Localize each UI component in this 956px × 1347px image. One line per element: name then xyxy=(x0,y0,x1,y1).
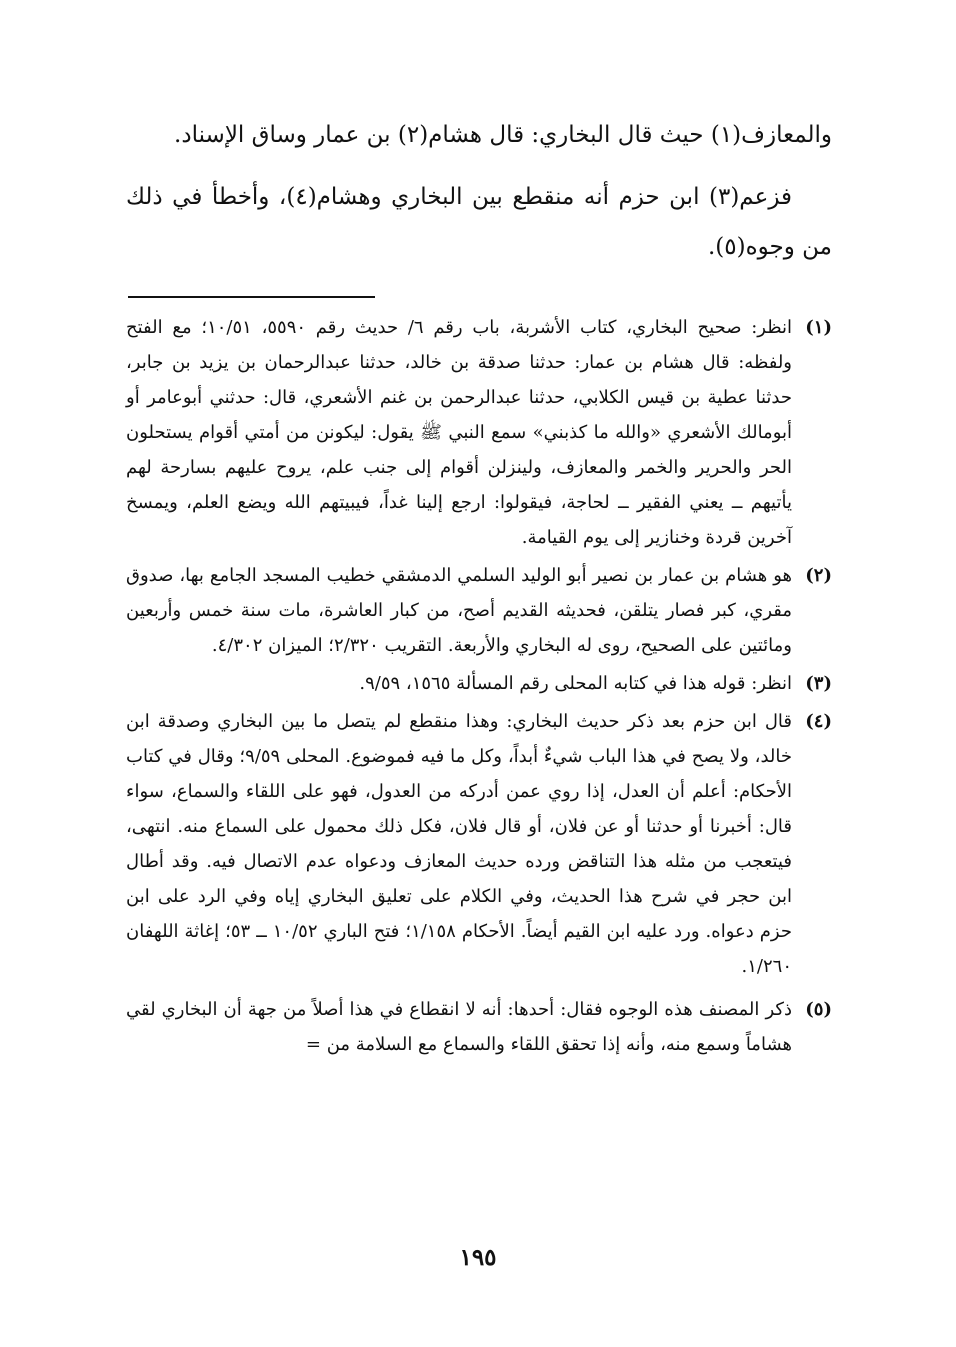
footnote-number: (٣) xyxy=(805,673,832,694)
footnote-text: انظر: قوله هذا في كتابه المحلى رقم المسألة ١٥٦٥، ٩/٥٩. xyxy=(359,673,792,694)
footnote-text: قال ابن حزم بعد ذكر حديث البخاري: وهذا منقطع لم يتصل ما بين البخاري وصدقة ابن خالد، ولا يصح في هذا الباب شيءٌ أبداً، وكل ما فيه فموضوع. المحلى ٩/٥٩؛ وقال في كتاب الأحكام: أعلم أن العدل، إذا روي عمن أدركه من العدول، فهو على اللقاء والسماع، سواء قال: أخبرنا أو حدثنا أو عن فلان، أو قال فلان، فكل ذلك محمول على السماع منه. انتهى، فيتعجب من مثله هذا التناقض ورده حديث المعازف ودعواه عدم الاتصال فيه. وقد أطال ابن حجر في شرح هذا الحديث، وفي الكلام على تعليق البخاري إياه وفي الرد على ابن حزم دعواه. ورد عليه ابن القيم أيضاً. الأحكام ١/١٥٨؛ فتح الباري ١٠/٥٢ ــ ٥٣؛ إغاثة اللهفان ١/٢٦٠. xyxy=(126,711,792,977)
main-text xyxy=(126,110,832,284)
footnote-number: (٤) xyxy=(805,711,832,732)
main-paragraph-2: فزعم(٣) ابن حزم أنه منقطع بين البخاري وهشام(٤)، وأخطأ في ذلك من وجوه(٥). xyxy=(126,184,832,260)
footnote-5 xyxy=(126,992,832,1062)
footnote-1 xyxy=(126,310,832,555)
footnote-number: (٢) xyxy=(805,565,832,586)
footnote-number: (١) xyxy=(805,317,832,338)
footnote-text: انظر: صحيح البخاري، كتاب الأشربة، باب رقم ٦/ حديث رقم ٥٥٩٠، ١٠/٥١؛ مع الفتح ولفظه: قال هشام بن عمار: حدثنا صدقة بن خالد، حدثنا عبدالرحمان بن يزيد بن جابر، حدثنا عطية بن قيس الكلابي، حدثنا عبدالرحمن بن غنم الأشعري، قال: حدثني أبوعامر أو أبومالك الأشعري «والله ما كذبني» سمع النبي ﷺ يقول: ليكونن من أمتي أقوام يستحلون الحر والحرير والخمر والمعازف، ولينزلن أقوام إلى جنب علم، يروح عليهم بسارحة لهم يأتيهم ــ يعني الفقير ــ لحاجة، فيقولوا: ارجع إلينا غداً، فيبيتهم الله ويضع العلم، ويمسخ آخرين قردة وخنازير إلى يوم القيامة. xyxy=(126,317,793,548)
footnote-separator xyxy=(128,296,375,298)
footnote-2 xyxy=(126,558,832,663)
footnote-number: (٥) xyxy=(805,999,832,1020)
page-number: ١٩٥ xyxy=(459,1244,497,1271)
footnote-text: هو هشام بن عمار بن نصير أبو الوليد السلمي الدمشقي خطيب المسجد الجامع بها، صدوق مقري، كبر فصار يتلقن، فحديثه القديم أصح، من كبار العاشرة، مات سنة خمس وأربعين ومائتين على الصحيح، روى له البخاري والأربعة. التقريب ٢/٣٢٠؛ الميزان ٤/٣٠٢. xyxy=(126,565,792,656)
footnote-4 xyxy=(126,704,832,984)
footnotes xyxy=(126,310,832,1065)
footnote-3 xyxy=(126,666,832,701)
main-paragraph-1: والمعازف(١) حيث قال البخاري: قال هشام(٢) بن عمار وساق الإسناد. xyxy=(174,122,832,148)
footnote-text: ذكر المصنف هذه الوجوه فقال: أحدها: أنه لا انقطاع في هذا أصلاً من جهة أن البخاري لقي هشاماً وسمع منه، وأنه إذا تحقق اللقاء والسماع مع السلامة من = xyxy=(126,999,792,1055)
